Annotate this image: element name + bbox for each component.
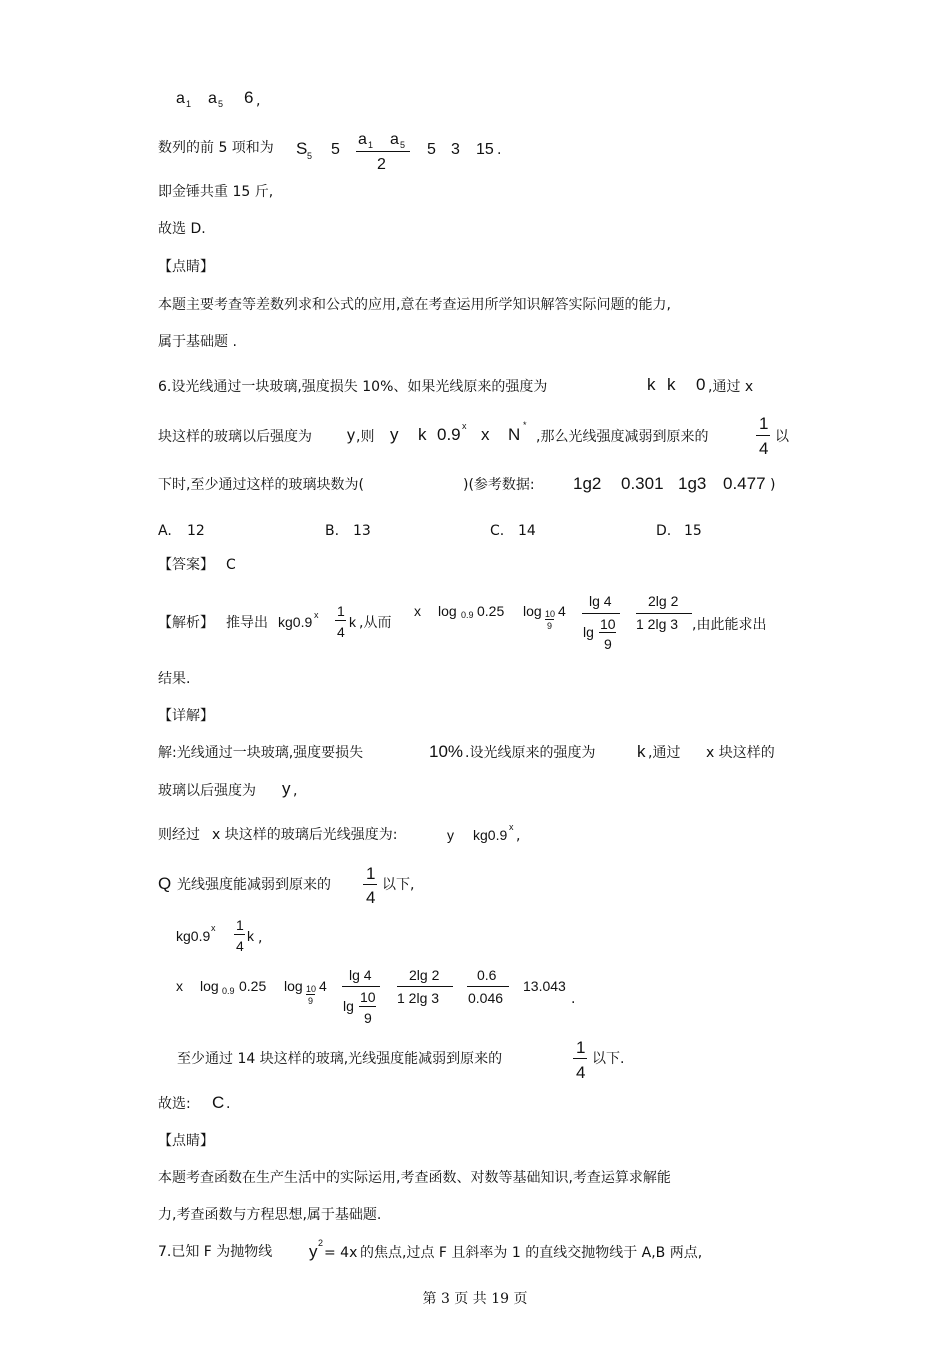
q6-dianjing-line2: 力,考查函数与方程思想,属于基础题. xyxy=(158,1207,382,1223)
fraction-bar xyxy=(756,435,770,436)
analysis-end: 结果. xyxy=(158,671,191,687)
fraction-bar xyxy=(467,986,509,987)
q6-dianjing-line1: 本题考查函数在生产生活中的实际运用,考查函数、对数等基础知识,考查运算求解能 xyxy=(158,1170,671,1186)
page-footer: 第 3 页 共 19 页 xyxy=(422,1291,528,1307)
fraction-bar xyxy=(359,1006,376,1007)
fraction-bar xyxy=(356,151,410,152)
weight-line: 即金锤共重 15 斤, xyxy=(158,184,274,200)
fraction-bar xyxy=(582,613,620,614)
fraction-bar xyxy=(636,613,692,614)
prev-dianjing-line1: 本题主要考查等差数列求和公式的应用,意在考查运用所学知识解答实际问题的能力, xyxy=(158,297,671,313)
because-symbol: Q xyxy=(158,874,172,893)
fraction-bar xyxy=(335,620,346,621)
prev-dianjing-title: 【点睛】 xyxy=(158,259,214,275)
q6-dianjing-title: 【点睛】 xyxy=(158,1133,214,1149)
fraction-bar xyxy=(573,1058,587,1059)
fraction-bar xyxy=(545,619,554,620)
fraction-bar xyxy=(234,934,245,935)
prev-dianjing-line2: 属于基础题 . xyxy=(158,334,237,350)
fraction-bar xyxy=(363,884,377,885)
s5-label: 数列的前 5 项和为 xyxy=(158,140,274,156)
fraction-bar xyxy=(397,986,453,987)
fraction-bar xyxy=(599,632,616,633)
fraction-bar xyxy=(342,986,380,987)
detail-title: 【详解】 xyxy=(158,708,214,724)
prev-choice: 故选 D. xyxy=(158,221,206,237)
fraction-bar xyxy=(306,994,315,995)
